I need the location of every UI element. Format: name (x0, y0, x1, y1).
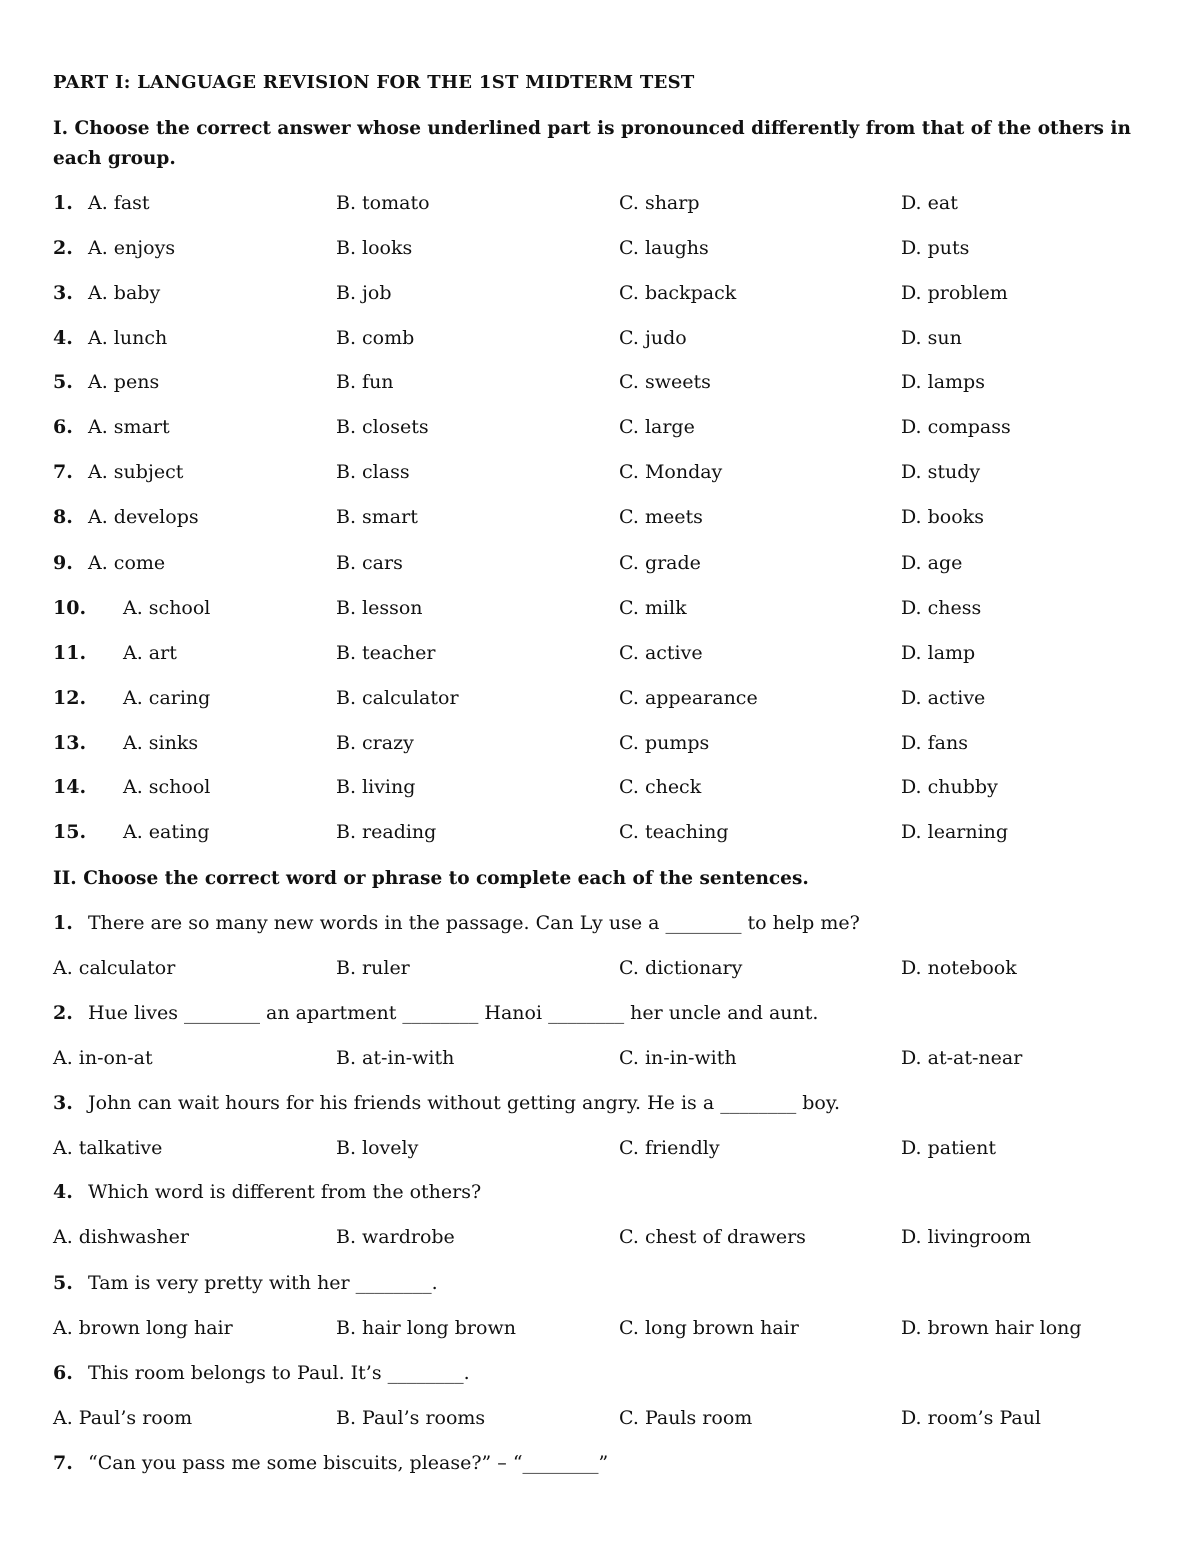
item-number: 7. (53, 1452, 73, 1474)
option-d: D. at-at-near (901, 1047, 1023, 1069)
option-b: B. living (336, 776, 416, 798)
option-b: B. reading (336, 821, 437, 843)
option-b: B. calculator (336, 687, 459, 709)
option-b: B. teacher (336, 642, 436, 664)
option-c: C. sweets (619, 371, 711, 393)
option-a: A. school (123, 597, 211, 619)
item-number: 4. (53, 327, 73, 349)
s2-options-6 (53, 1403, 1153, 1433)
item-number: 9. (53, 552, 73, 574)
option-c: C. judo (619, 327, 687, 349)
option-b: B. lovely (336, 1137, 419, 1159)
item-number: 4. (53, 1181, 73, 1203)
option-d: D. sun (901, 327, 962, 349)
option-d: D. active (901, 687, 986, 709)
option-c: C. large (619, 416, 695, 438)
option-b: B. wardrobe (336, 1226, 455, 1248)
option-a: A. fast (88, 192, 150, 214)
option-c: C. teaching (619, 821, 729, 843)
item-number: 3. (53, 1092, 73, 1114)
option-c: C. sharp (619, 192, 700, 214)
s1-item-12 (53, 683, 1153, 713)
option-d: D. room’s Paul (901, 1407, 1042, 1429)
option-d: D. learning (901, 821, 1009, 843)
item-number: 5. (53, 1272, 73, 1294)
option-a: A. sinks (123, 732, 199, 754)
option-d: D. eat (901, 192, 958, 214)
option-d: D. patient (901, 1137, 996, 1159)
option-b: B. class (336, 461, 410, 483)
option-b: B. crazy (336, 732, 414, 754)
option-c: C. Monday (619, 461, 723, 483)
question-text: This room belongs to Paul. It’s ________. (88, 1362, 470, 1384)
s1-item-8 (53, 502, 1153, 532)
option-c: C. meets (619, 506, 703, 528)
s2-question-3 (53, 1088, 1153, 1118)
s2-question-6 (53, 1358, 1153, 1388)
option-a: A. come (88, 552, 166, 574)
option-a: A. in-on-at (53, 1047, 153, 1069)
question-text: “Can you pass me some biscuits, please?” – “________” (88, 1452, 609, 1474)
option-c: C. in-in-with (619, 1047, 737, 1069)
s1-item-6 (53, 412, 1153, 442)
option-c: C. active (619, 642, 703, 664)
option-a: A. art (123, 642, 177, 664)
option-c: C. backpack (619, 282, 737, 304)
option-d: D. fans (901, 732, 968, 754)
option-c: C. check (619, 776, 702, 798)
item-number: 2. (53, 237, 73, 259)
option-a: A. school (123, 776, 211, 798)
option-c: C. appearance (619, 687, 758, 709)
section-2-heading: II. Choose the correct word or phrase to complete each of the sentences. (53, 868, 809, 889)
option-a: A. enjoys (88, 237, 176, 259)
item-number: 14. (53, 776, 87, 798)
s2-options-4 (53, 1222, 1153, 1252)
item-number: 7. (53, 461, 73, 483)
item-number: 8. (53, 506, 73, 528)
page-title: PART I: LANGUAGE REVISION FOR THE 1ST MIDTERM TEST (53, 72, 695, 93)
option-d: D. compass (901, 416, 1011, 438)
question-text: Tam is very pretty with her ________. (88, 1272, 438, 1294)
option-c: C. milk (619, 597, 687, 619)
s2-question-7 (53, 1448, 1153, 1478)
question-text: John can wait hours for his friends without getting angry. He is a ________ boy. (88, 1092, 841, 1114)
option-d: D. puts (901, 237, 970, 259)
s1-item-7 (53, 457, 1153, 487)
option-a: A. smart (88, 416, 170, 438)
s1-item-1 (53, 188, 1153, 218)
item-number: 10. (53, 597, 87, 619)
option-c: C. pumps (619, 732, 710, 754)
option-d: D. livingroom (901, 1226, 1031, 1248)
s2-options-1 (53, 953, 1153, 983)
option-d: D. age (901, 552, 963, 574)
option-b: B. hair long brown (336, 1317, 516, 1339)
option-a: A. pens (88, 371, 160, 393)
s1-item-10 (53, 593, 1153, 623)
option-c: C. grade (619, 552, 701, 574)
s1-item-9 (53, 548, 1153, 578)
option-b: B. looks (336, 237, 413, 259)
item-number: 12. (53, 687, 87, 709)
option-b: B. comb (336, 327, 415, 349)
option-d: D. brown hair long (901, 1317, 1082, 1339)
option-d: D. lamps (901, 371, 985, 393)
s1-item-13 (53, 728, 1153, 758)
option-a: A. baby (88, 282, 161, 304)
option-a: A. brown long hair (53, 1317, 233, 1339)
option-a: A. dishwasher (53, 1226, 189, 1248)
option-d: D. chess (901, 597, 982, 619)
option-b: B. Paul’s rooms (336, 1407, 486, 1429)
option-d: D. problem (901, 282, 1008, 304)
s2-question-1 (53, 908, 1153, 938)
option-c: C. laughs (619, 237, 709, 259)
item-number: 3. (53, 282, 73, 304)
s1-item-14 (53, 772, 1153, 802)
option-a: A. subject (88, 461, 184, 483)
option-d: D. study (901, 461, 981, 483)
s2-question-5 (53, 1268, 1153, 1298)
option-a: A. Paul’s room (53, 1407, 193, 1429)
option-d: D. chubby (901, 776, 998, 798)
item-number: 6. (53, 1362, 73, 1384)
option-a: A. calculator (53, 957, 176, 979)
s1-item-2 (53, 233, 1153, 263)
s2-question-2 (53, 998, 1153, 1028)
question-text: Which word is different from the others? (88, 1181, 482, 1203)
option-a: A. develops (88, 506, 199, 528)
question-text: There are so many new words in the passage. Can Ly use a ________ to help me? (88, 912, 860, 934)
item-number: 1. (53, 192, 73, 214)
option-a: A. talkative (53, 1137, 163, 1159)
option-b: B. job (336, 282, 392, 304)
option-b: B. closets (336, 416, 429, 438)
item-number: 15. (53, 821, 87, 843)
s1-item-3 (53, 278, 1153, 308)
option-a: A. eating (123, 821, 210, 843)
s1-item-5 (53, 367, 1153, 397)
option-b: B. lesson (336, 597, 423, 619)
question-text: Hue lives ________ an apartment ________ Hanoi ________ her uncle and aunt. (88, 1002, 819, 1024)
s2-options-3 (53, 1133, 1153, 1163)
s1-item-4 (53, 323, 1153, 353)
option-c: C. long brown hair (619, 1317, 799, 1339)
item-number: 5. (53, 371, 73, 393)
option-c: C. dictionary (619, 957, 743, 979)
option-b: B. smart (336, 506, 418, 528)
option-b: B. fun (336, 371, 394, 393)
option-b: B. cars (336, 552, 403, 574)
option-c: C. friendly (619, 1137, 720, 1159)
option-d: D. books (901, 506, 984, 528)
option-a: A. lunch (88, 327, 168, 349)
s2-question-4 (53, 1177, 1153, 1207)
s1-item-15 (53, 817, 1153, 847)
option-b: B. ruler (336, 957, 410, 979)
option-a: A. caring (123, 687, 211, 709)
s2-options-5 (53, 1313, 1153, 1343)
option-d: D. notebook (901, 957, 1017, 979)
option-d: D. lamp (901, 642, 976, 664)
section-1-heading: I. Choose the correct answer whose underlined part is pronounced differently from that of the others in each group. (53, 118, 1131, 169)
item-number: 13. (53, 732, 87, 754)
item-number: 2. (53, 1002, 73, 1024)
s2-options-2 (53, 1043, 1153, 1073)
item-number: 1. (53, 912, 73, 934)
option-b: B. at-in-with (336, 1047, 455, 1069)
option-c: C. Pauls room (619, 1407, 753, 1429)
item-number: 11. (53, 642, 87, 664)
option-c: C. chest of drawers (619, 1226, 806, 1248)
s1-item-11 (53, 638, 1153, 668)
option-b: B. tomato (336, 192, 430, 214)
item-number: 6. (53, 416, 73, 438)
